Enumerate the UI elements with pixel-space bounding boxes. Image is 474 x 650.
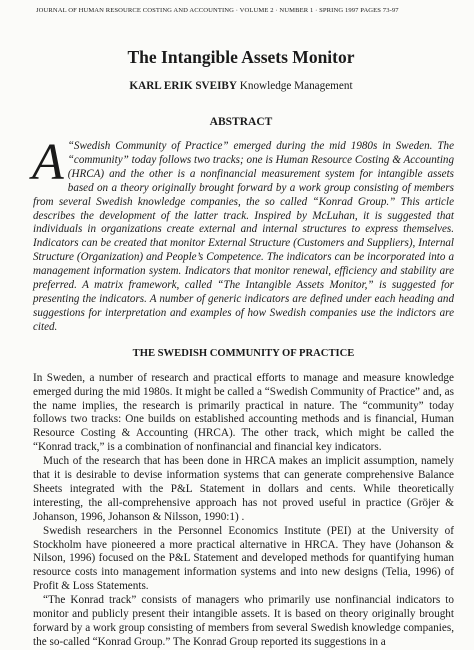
author-affiliation: Knowledge Management [239, 80, 353, 92]
paragraph: In Sweden, a number of research and practical efforts to manage and measure knowledge emerged during the mid 1980s. It might be called a “Swedish Community of Practice” and, as the name implies, the research is primarily practical in nature. The “community” today follows two tracks: One builds on established accounting methods and is financial, Human Resource Costing & Accounting (HRCA). The other track, which might be called the “Konrad track,” is a combination of nonfinancial and financial key indicators. [33, 371, 454, 454]
paragraph: Much of the research that has been done in HRCA makes an implicit assumption, namely that it is desirable to devise information systems that can generate comprehensive Balance Sheets integrated with the P&L Statement in dollars and cents. While theoretically interesting, the all-comprehensive approach has not proved useful in practice (Gröjer & Johanson, 1996, Johanson & Nilsson, 1990:1) . [33, 455, 454, 523]
section-heading: THE SWEDISH COMMUNITY OF PRACTICE [132, 347, 355, 359]
abstract-heading: ABSTRACT [209, 116, 273, 128]
abstract-dropcap: A [32, 134, 64, 191]
author-name: KARL ERIK SVEIBY [129, 80, 237, 92]
paper-title: The Intangible Assets Monitor [127, 47, 355, 67]
paragraph: “The Konrad track” consists of managers who primarily use nonfinancial indicators to monitor and publicly present their intangible assets. It is based on theory originally brought forward by a work group consisting of members from several Swedish knowledge companies, the so-called “Konrad Group.” The Konrad Group reported its suggestions in a [33, 594, 454, 648]
abstract-body [32, 134, 454, 335]
paragraph: Swedish researchers in the Personnel Economics Institute (PEI) at the University of Stockholm have pioneered a more practical alternative in HRCA. They have (Johanson & Nilson, 1996) focused on the P&L Statement and developed methods for quantifying human resource costs into management information systems and into new designs (Telia, 1996) of Profit & Loss Statements. [33, 524, 454, 593]
author-line [28, 79, 454, 93]
running-head: JOURNAL OF HUMAN RESOURCE COSTING AND ACCOUNTING · VOLUME 2 · NUMBER 1 · SPRING 1997 PAGES 73-97 [36, 7, 399, 14]
section-body [33, 372, 454, 650]
abstract-text: “Swedish Community of Practice” emerged during the mid 1980s in Sweden. The “community” today follows two tracks; one is Human Resource Costing & Accounting (HRCA) and the other is a nonfinancial measurement system for intangible assets based on a theory originally brought forward by a work group consisting of members from several Swedish knowledge companies, the so called “Konrad Group.” This article describes the development of the latter track. Inspired by McLuhan, it is suggested that individuals in organizations create external and internal structures to express themselves. Indicators can be created that monitor External Structure (Customers and Suppliers), Internal Structure (Organization) and People’s Competence. The indicators can be incorporated into a management information system. Indicators that monitor renewal, efficiency and stability are preferred. A matrix framework, called “The Intangible Assets Monitor,” is suggested for presenting the indicators. A number of generic indicators are defined under each heading and suggestions for interpretation and examples of how Swedish companies use the indictors are cited. [33, 140, 454, 333]
